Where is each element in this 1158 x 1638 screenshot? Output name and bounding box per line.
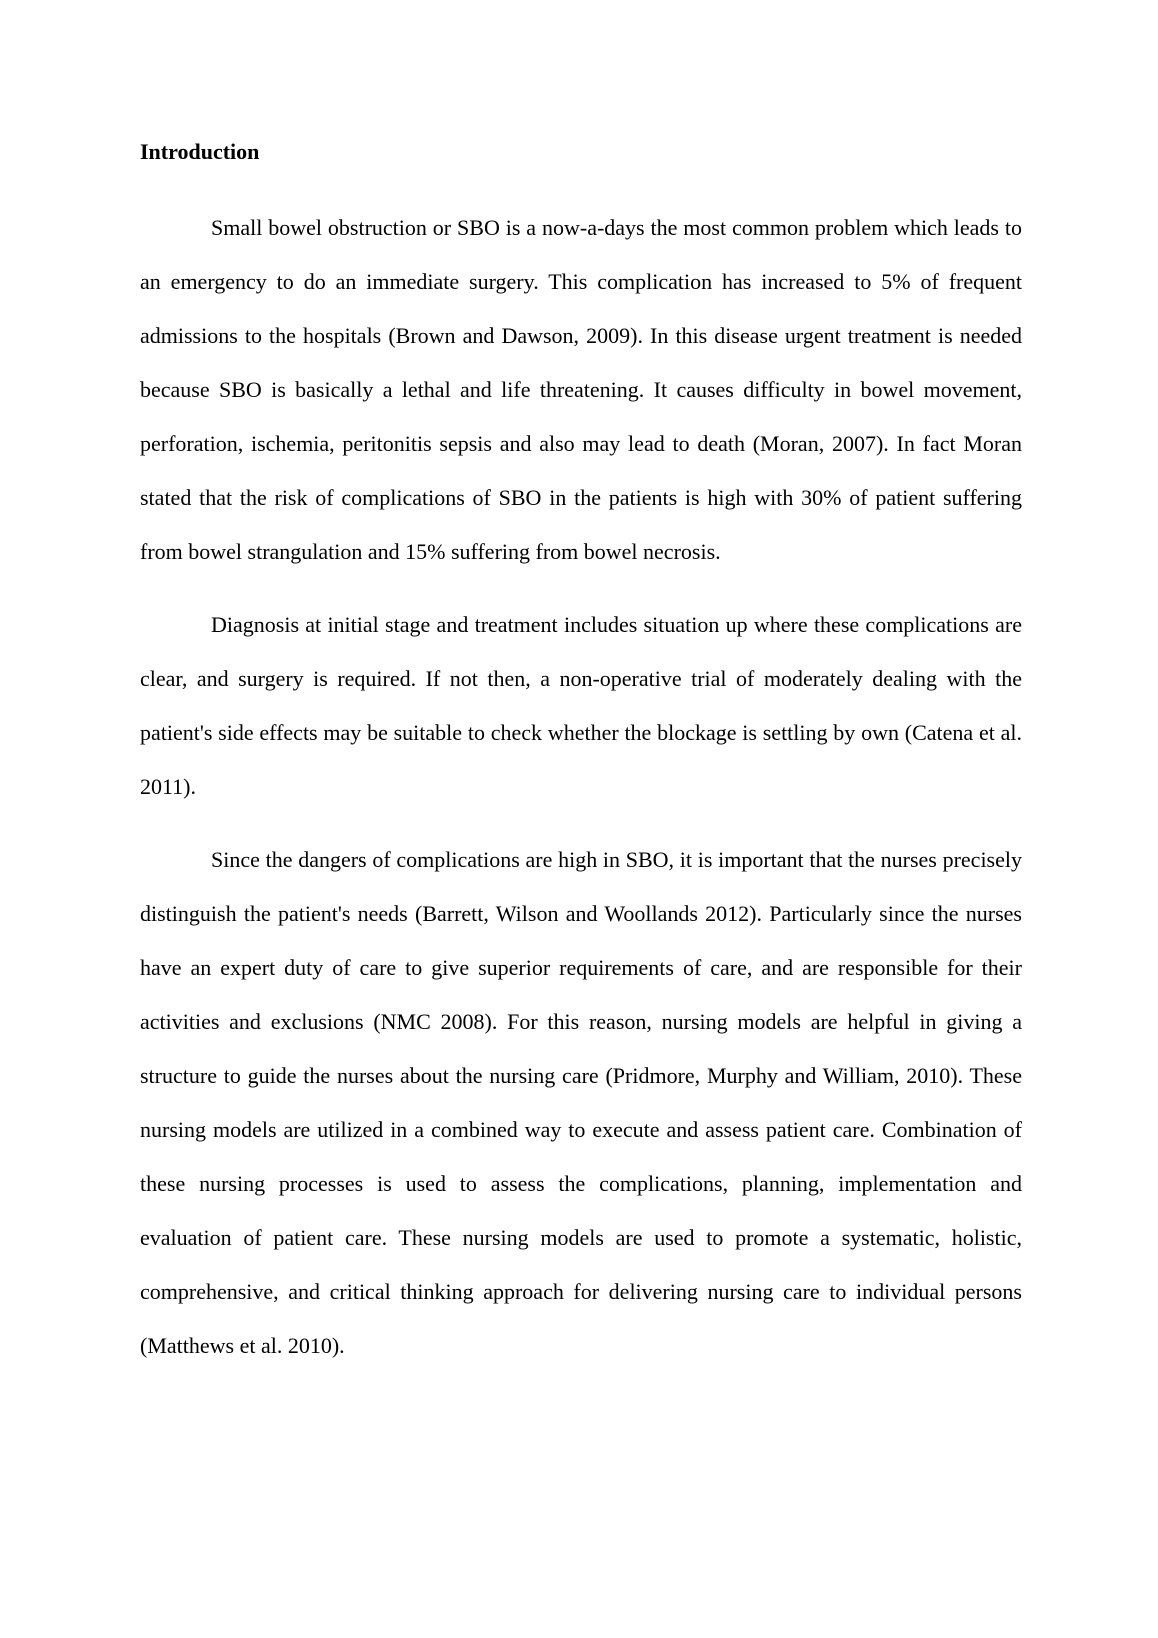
paragraph-1: Small bowel obstruction or SBO is a now-a-days the most common problem which leads to an emergency to do an immediate surgery. This complication has increased to 5% of frequent admissions to the hospitals (Brown and Dawson, 2009). In this disease urgent treatment is needed because SBO is basically a lethal and life threatening. It causes difficulty in bowel movement, perforation, ischemia, peritonitis sepsis and also may lead to death (Moran, 2007). In fact Moran stated that the risk of complications of SBO in the patients is high with 30% of patient suffering from bowel strangulation and 15% suffering from bowel necrosis. (140, 215, 1022, 564)
paragraph-2: Diagnosis at initial stage and treatment includes situation up where these complications are clear, and surgery is required. If not then, a non-operative trial of moderately dealing with the patient's side effects may be suitable to check whether the blockage is settling by own (Catena et al. 2011). (140, 612, 1022, 799)
section-heading: Introduction (140, 139, 260, 164)
paragraph-3: Since the dangers of complications are high in SBO, it is important that the nurses precisely distinguish the patient's needs (Barrett, Wilson and Woollands 2012). Particularly since the nurses have an expert duty of care to give superior requirements of care, and are responsible for their activities and exclusions (NMC 2008). For this reason, nursing models are helpful in giving a structure to guide the nurses about the nursing care (Pridmore, Murphy and William, 2010). These nursing models are utilized in a combined way to execute and assess patient care. Combination of these nursing processes is used to assess the complications, planning, implementation and evaluation of patient care. These nursing models are used to promote a systematic, holistic, comprehensive, and critical thinking approach for delivering nursing care to individual persons (Matthews et al. 2010). (140, 847, 1022, 1358)
document-body (140, 137, 1022, 1392)
